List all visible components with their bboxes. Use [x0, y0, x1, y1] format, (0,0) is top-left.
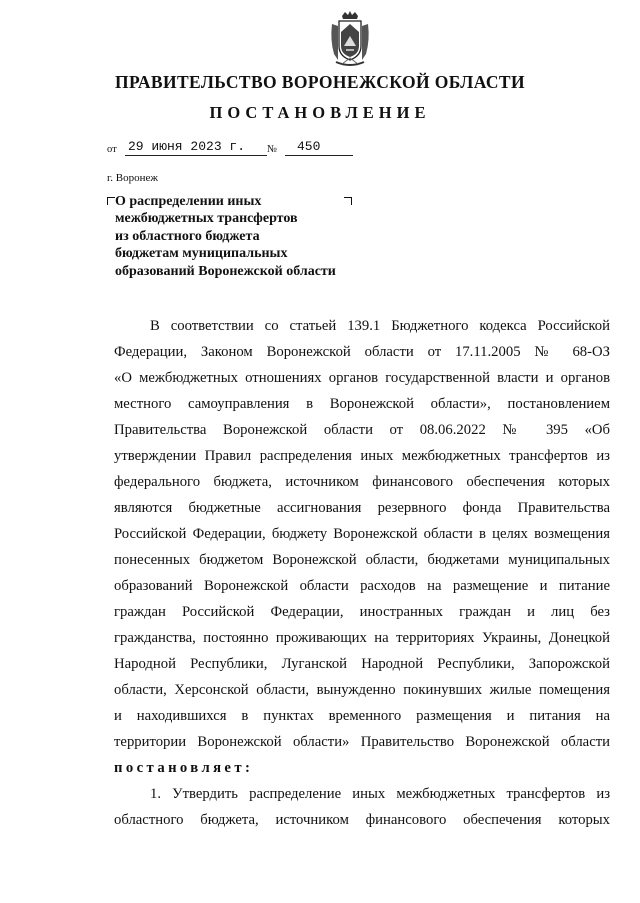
subject-line: бюджетам муниципальных	[115, 246, 288, 262]
from-label: от	[107, 144, 117, 155]
resolves-keyword: постановляет:	[114, 760, 254, 776]
subject-line: межбюджетных трансфертов	[115, 211, 298, 227]
body-line: федерального бюджета, источником финансового обеспечения которых	[114, 474, 610, 490]
body-line: области, Херсонской области, вынужденно покинувших жилые помещения	[114, 682, 610, 698]
body-line: понесенных бюджетом Воронежской области, бюджетами муниципальных	[114, 552, 610, 568]
body-line: Правительства Воронежской области от 08.06.2022 № 395 «Об	[114, 422, 610, 438]
body-line: образований Воронежской области расходов на размещение и питание	[114, 578, 610, 594]
subject-corner-mark-left	[107, 197, 115, 205]
city-label: г. Воронеж	[107, 172, 158, 184]
subject-line: образований Воронежской области	[115, 263, 336, 279]
body-line: и находившихся в пунктах временного размещения и питания на	[114, 708, 610, 724]
body-line: являются бюджетные ассигнования резервного фонда Правительства	[114, 500, 610, 516]
date-number-row	[107, 139, 407, 159]
subject-line: О распределении иных	[115, 194, 262, 209]
body-line: местного самоуправления в Воронежской области», постановлением	[114, 396, 610, 412]
body-line: гражданства, постоянно проживающих на территориях Украины, Донецкой	[114, 630, 610, 646]
number-label: №	[267, 144, 278, 155]
body-line: Российской Федерации, бюджету Воронежской области в целях возмещения	[114, 526, 610, 542]
coat-of-arms-emblem	[328, 10, 372, 70]
body-line: областного бюджета, источником финансового обеспечения которых	[114, 812, 610, 828]
body-line: В соответствии со статьей 139.1 Бюджетного кодекса Российской	[150, 318, 610, 334]
date-underline	[125, 155, 267, 156]
number-underline	[285, 155, 353, 156]
body-line: утверждении Правил распределения иных межбюджетных трансфертов из	[114, 448, 610, 464]
document-type-title: ПОСТАНОВЛЕНИЕ	[209, 103, 431, 122]
subject-line: из областного бюджета	[115, 228, 260, 244]
document-number: 450	[297, 139, 321, 154]
body-line: 1. Утвердить распределение иных межбюджетных трансфертов из	[150, 786, 610, 802]
body-line: «О межбюджетных отношениях органов государственной власти и органов	[114, 370, 610, 386]
body-line: граждан Российской Федерации, иностранных граждан и лиц без	[114, 604, 610, 620]
body-line: Народной Республики, Луганской Народной Республики, Запорожской	[114, 656, 610, 672]
body-line: территории Воронежской области» Правительство Воронежской области	[114, 734, 610, 750]
body-line: Федерации, Законом Воронежской области от 17.11.2005 № 68-ОЗ	[114, 344, 610, 360]
document-date: 29 июня 2023 г.	[128, 139, 246, 154]
document-subject	[115, 193, 365, 280]
government-title: ПРАВИТЕЛЬСТВО ВОРОНЕЖСКОЙ ОБЛАСТИ	[114, 72, 526, 92]
